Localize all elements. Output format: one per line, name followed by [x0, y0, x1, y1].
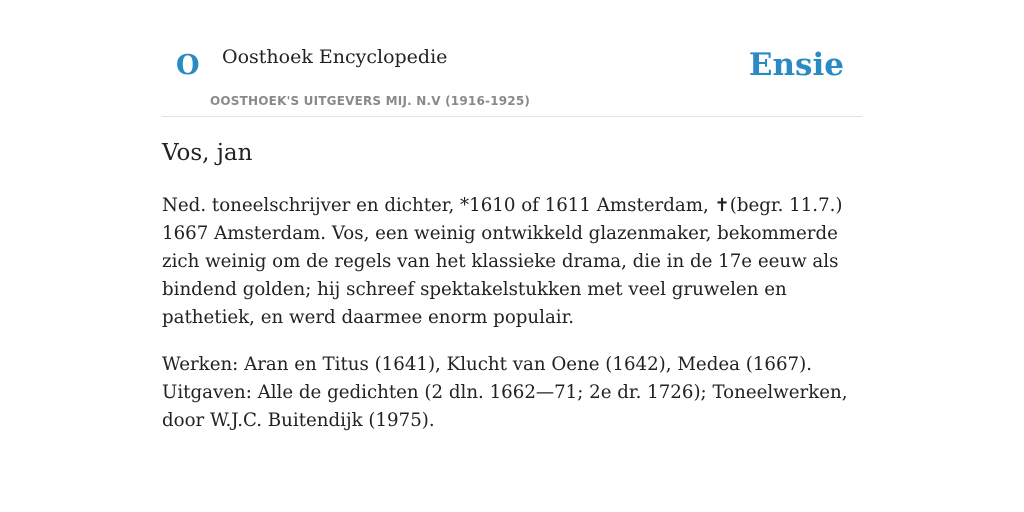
publisher-line: OOSTHOEK'S UITGEVERS MIJ. N.V (1916-1925) — [210, 94, 531, 108]
encyclopedia-title[interactable]: Oosthoek Encyclopedie — [222, 46, 448, 68]
site-header — [162, 0, 862, 117]
brand-logo-link[interactable]: Ensie — [748, 47, 844, 83]
logo-letter[interactable]: O — [176, 50, 200, 81]
entry-paragraph-1: Ned. toneelschrijver en dichter, *1610 of 1611 Amsterdam, ✝(begr. 11.7.) 1667 Amsterdam. Vos, een weinig ontwikkeld glazenmaker, bekommerde zich weinig om de regels van het klassieke drama, die in de 17e eeuw als bindend golden; hij schreef spektakelstukken met veel gruwelen en pathetiek, en werd daarmee enorm populair. — [162, 195, 843, 328]
page-container — [162, 0, 862, 431]
entry-paragraph-2: Werken: Aran en Titus (1641), Klucht van Oene (1642), Medea (1667). Uitgaven: Alle de gedichten (2 dln. 1662—71; 2e dr. 1726); Toneelwerken, door W.J.C. Buitendijk (1975). — [162, 354, 848, 431]
entry-title: Vos, jan — [162, 140, 253, 166]
